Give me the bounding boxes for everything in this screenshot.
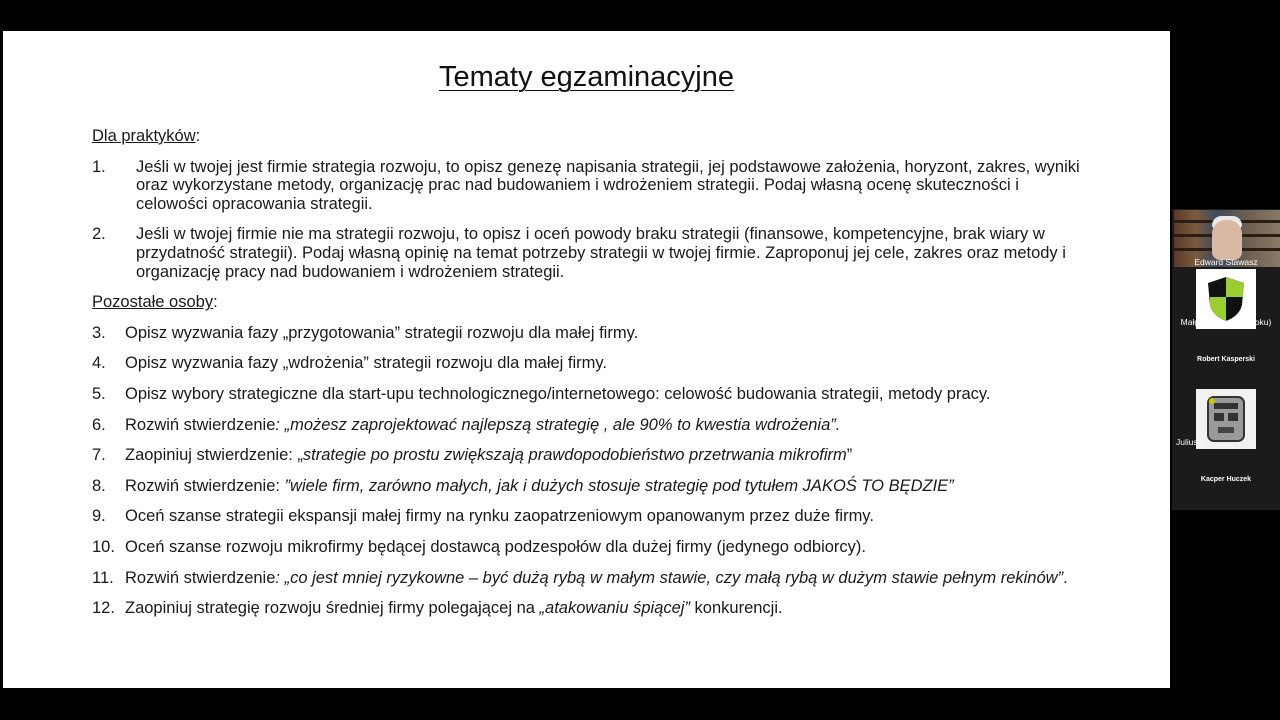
section-heading-practitioners: Dla praktyków: [92, 127, 201, 145]
presentation-slide [3, 31, 1170, 688]
list-item: 5. Opisz wybory strategiczne dla start-upu technologicznego/internetowego: celowość budowania strategii, metody pracy. [92, 384, 991, 403]
participant-name: Małgosia (opiekun roku) [1180, 317, 1272, 327]
participant-name: Juliusz [1176, 437, 1202, 447]
participant-gallery [1172, 209, 1280, 510]
participant-name: Kacper Huczek [1200, 476, 1252, 483]
list-item: 3. Opisz wyzwania fazy „przygotowania” strategii rozwoju dla małej firmy. [92, 323, 639, 342]
participant-tile[interactable] [1172, 449, 1280, 509]
participant-tile[interactable] [1172, 269, 1280, 329]
section-heading-others: Pozostałe osoby: [92, 293, 218, 312]
slide-content [92, 127, 1082, 630]
list-item: 7. Zaopiniuj stwierdzenie: „strategie po prostu zwiększają prawdopodobieństwo przetrwania mikrofirm” [92, 446, 853, 465]
list-item: 8. Rozwiń stwierdzenie: ”wiele firm, zarówno małych, jak i dużych stosuje strategię pod tytułem JAKOŚ TO BĘDZIE” [92, 476, 954, 495]
list-item: 2. Jeśli w twojej firmie nie ma strategii rozwoju, to opisz i oceń powody braku strategii (finansowe, kompetencyjne, brak wiary w przydatność strategii). Podaj własną opinię na temat potrzeby strategii w twojej firmie. Zaproponuj jej cele, zakres oraz metody i organizację pracy nad budowaniem i wdrożeniem strategii. [92, 225, 1066, 281]
participant-tile[interactable] [1172, 329, 1280, 389]
list-item: 1. Jeśli w twojej jest firmie strategia rozwoju, to opisz genezę napisania strategii, jej podstawowe założenia, horyzont, zakres, wyniki oraz wykorzystane metody, organizację prac nad budowaniem i wdrożeniem strategii. Podaj własną ocenę skuteczności i celowości opracowania strategii. [92, 157, 1080, 213]
participant-name: Robert Kasperski [1197, 356, 1255, 363]
list-item: 9. Oceń szanse strategii ekspansji małej firmy na rynku zaopatrzeniowym opanowanym przez duże firmy. [92, 507, 874, 526]
list-item: 11. Rozwiń stwierdzenie: „co jest mniej ryzykowne – być dużą rybą w małym stawie, czy małą rybą w dużym stawie pełnym rekinów”. [92, 568, 1068, 587]
list-item: 10. Oceń szanse rozwoju mikrofirmy będącej dostawcą podzespołów dla dużej firmy (jedynego odbiorcy). [92, 537, 867, 556]
participant-name: Edward Stawasz [1194, 257, 1258, 267]
list-item: 6. Rozwiń stwierdzenie: „możesz zaprojektować najlepszą strategię , ale 90% to kwestia wdrożenia”. [92, 415, 841, 434]
participant-tile-video[interactable] [1172, 209, 1280, 269]
list-item: 4. Opisz wyzwania fazy „wdrożenia” strategii rozwoju dla małej firmy. [92, 354, 608, 373]
participant-tile[interactable] [1172, 389, 1280, 449]
list-item: 12. Zaopiniuj strategię rozwoju średniej firmy polegającej na „atakowaniu śpiącej” konkurencji. [92, 599, 783, 618]
slide-title: Tematy egzaminacyjne [439, 61, 734, 93]
